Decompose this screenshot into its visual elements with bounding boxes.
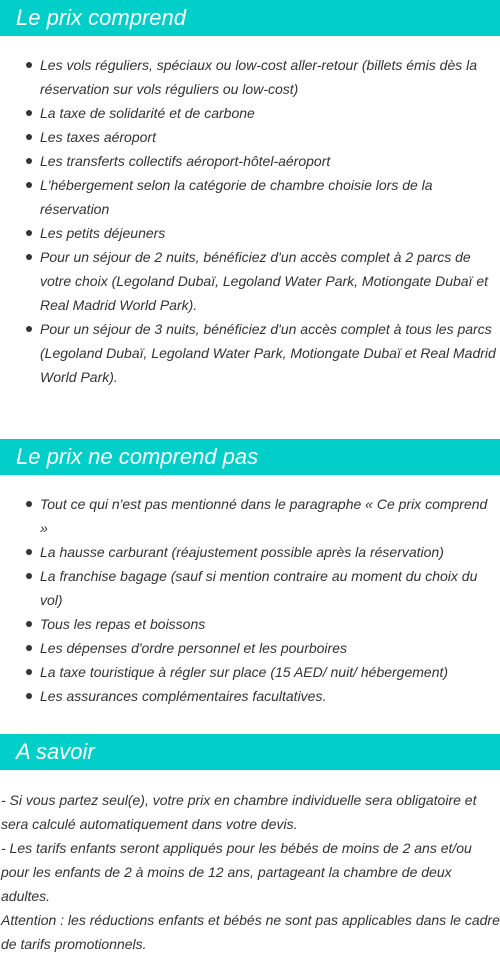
- list-item: Les petits déjeuners: [0, 221, 500, 245]
- section-good-to-know: [0, 734, 500, 956]
- list-item: La taxe de solidarité et de carbone: [0, 101, 500, 125]
- section-title-good-to-know: A savoir: [0, 734, 500, 770]
- list-item: Les vols réguliers, spéciaux ou low-cost aller-retour (billets émis dès la réservation sur vols réguliers ou low-cost): [0, 53, 500, 101]
- list-item: Tous les repas et boissons: [0, 612, 500, 636]
- list-item: Pour un séjour de 3 nuits, bénéficiez d'un accès complet à tous les parcs (Legoland Dubaï, Legoland Water Park, Motiongate Dubaï et Real Madrid World Park).: [0, 317, 500, 389]
- section-title-included: Le prix comprend: [0, 0, 500, 36]
- list-item: La hausse carburant (réajustement possible après la réservation): [0, 540, 500, 564]
- section-title-not-included: Le prix ne comprend pas: [0, 439, 500, 475]
- good-to-know-text: [0, 788, 500, 956]
- list-item: L'hébergement selon la catégorie de chambre choisie lors de la réservation: [0, 173, 500, 221]
- list-item: La taxe touristique à régler sur place (15 AED/ nuit/ hébergement): [0, 660, 500, 684]
- included-list: [0, 53, 500, 389]
- info-paragraph: Attention : les réductions enfants et bébés ne sont pas applicables dans le cadre de tarifs promotionnels.: [1, 912, 500, 952]
- list-item: La franchise bagage (sauf si mention contraire au moment du choix du vol): [0, 564, 500, 612]
- list-item: Tout ce qui n'est pas mentionné dans le paragraphe « Ce prix comprend »: [0, 492, 500, 540]
- list-item: Les dépenses d'ordre personnel et les pourboires: [0, 636, 500, 660]
- section-included: [0, 0, 500, 389]
- list-item: Pour un séjour de 2 nuits, bénéficiez d'un accès complet à 2 parcs de votre choix (Legoland Dubaï, Legoland Water Park, Motiongate Dubaï et Real Madrid World Park).: [0, 245, 500, 317]
- info-paragraph: - Les tarifs enfants seront appliqués pour les bébés de moins de 2 ans et/ou pour les enfants de 2 à moins de 12 ans, partageant la chambre de deux adultes.: [1, 840, 472, 904]
- section-not-included: [0, 439, 500, 708]
- list-item: Les assurances complémentaires facultatives.: [0, 684, 500, 708]
- not-included-list: [0, 492, 500, 708]
- list-item: Les transferts collectifs aéroport-hôtel-aéroport: [0, 149, 500, 173]
- info-paragraph: - Si vous partez seul(e), votre prix en chambre individuelle sera obligatoire et sera calculé automatiquement dans votre devis.: [1, 792, 477, 832]
- list-item: Les taxes aéroport: [0, 125, 500, 149]
